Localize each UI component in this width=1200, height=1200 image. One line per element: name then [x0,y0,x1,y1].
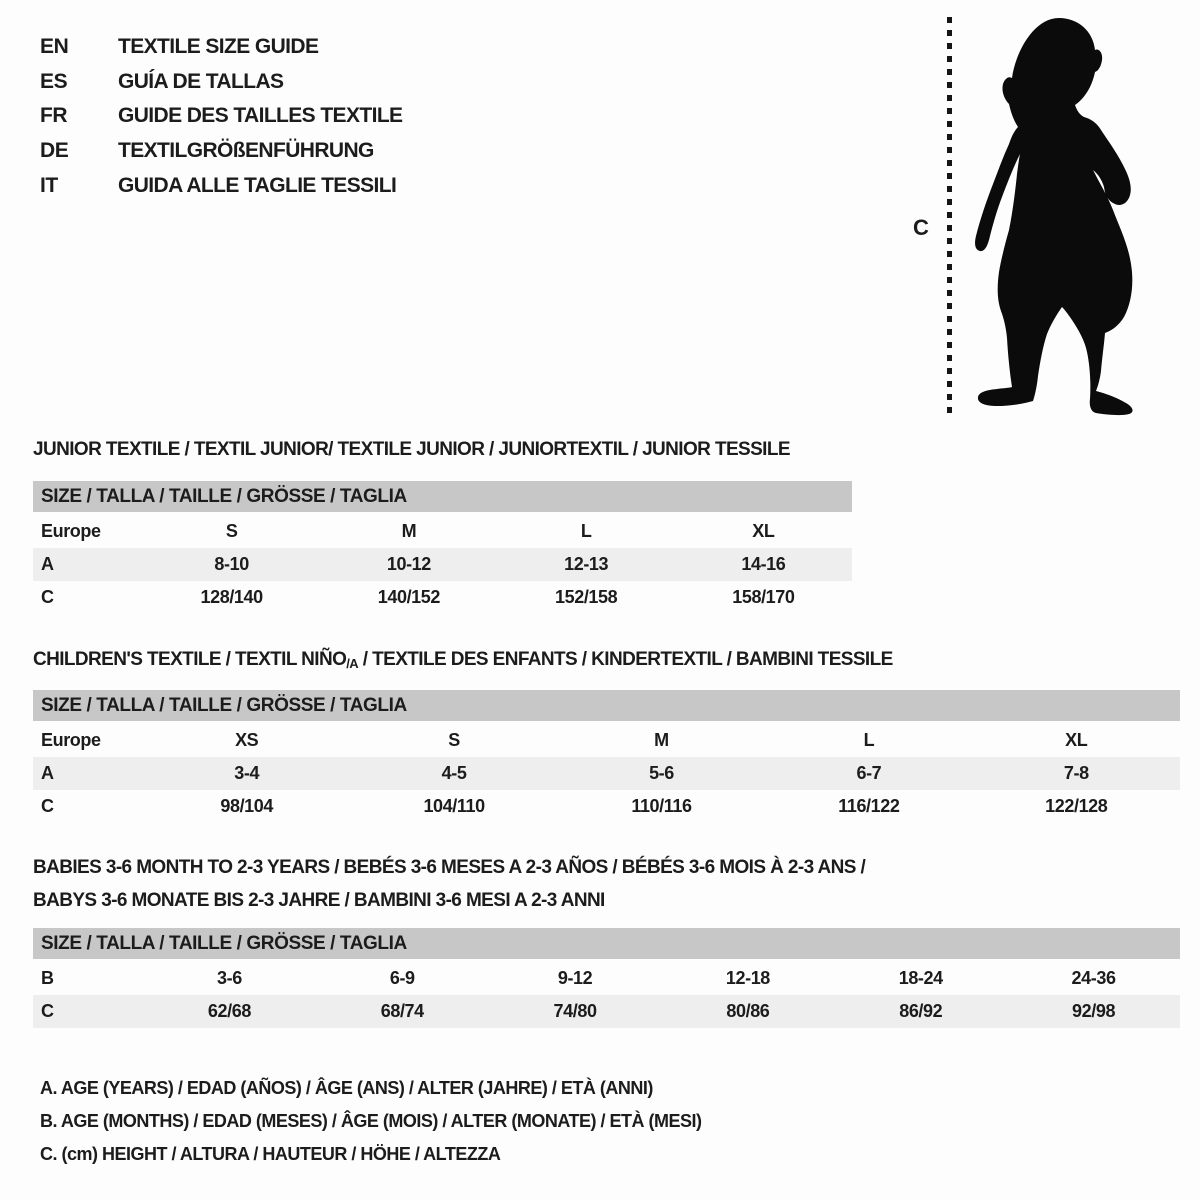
language-code: DE [40,139,69,163]
height-cell: 140/152 [377,587,440,607]
legend-line-c: C. (cm) HEIGHT / ALTURA / HAUTEUR / HÖHE / ALTEZZA [40,1144,501,1164]
table-row-height [33,790,1180,823]
language-title-list [40,30,402,203]
size-cell: S [448,730,460,750]
language-row [40,168,402,203]
children-title-suffix: / TEXTILE DES ENFANTS / KINDERTEXTIL / BAMBINI TESSILE [358,649,893,670]
measure-legend [40,1072,701,1171]
measure-label-c: C [913,215,929,240]
height-cell: 128/140 [200,587,263,607]
row-label-cell: A [33,757,143,790]
row-label-cell: Europe [41,730,101,750]
size-cell: M [654,730,669,750]
table-row-europe [33,723,1180,758]
legend-line-a: A. AGE (YEARS) / EDAD (AÑOS) / ÂGE (ANS) / ALTER (JAHRE) / ETÀ (ANNI) [40,1078,653,1098]
height-cell: 152/158 [554,587,618,607]
height-cell: 122/128 [1045,796,1108,816]
size-cell: L [580,521,592,541]
babies-section-title [33,851,865,917]
size-cell: M [401,521,417,541]
row-label-cell: Europe [41,521,101,541]
size-cell: XL [1065,730,1088,750]
age-cell: 4-5 [350,757,557,790]
guide-title: GUIDE DES TAILLES TEXTILE [118,104,403,128]
language-code: ES [40,69,68,93]
size-cell: L [863,730,875,750]
months-cell: 24-36 [1071,968,1116,988]
row-label-cell: A [33,548,143,581]
language-row [40,65,402,100]
size-header-bar [33,481,852,514]
language-code: IT [40,173,58,197]
size-header-bar [33,690,1180,723]
height-cell: 80/86 [661,995,834,1028]
height-cell: 74/80 [489,995,662,1028]
age-cell: 14-16 [675,548,852,581]
babies-size-table [33,928,1180,1028]
children-title-sub: /A [346,656,359,671]
guide-title: TEXTILGRÖßENFÜHRUNG [118,139,374,163]
language-code: FR [40,104,68,128]
height-cell: 86/92 [834,995,1007,1028]
language-code: EN [40,35,69,59]
months-cell: 6-9 [389,968,415,988]
age-cell: 12-13 [498,548,675,581]
guide-title: GUIDA ALLE TAGLIE TESSILI [118,173,397,197]
height-cell: 158/170 [732,587,795,607]
size-cell: S [225,521,238,541]
junior-section-title: JUNIOR TEXTILE / TEXTIL JUNIOR/ TEXTILE JUNIOR / JUNIORTEXTIL / JUNIOR TESSILE [33,439,790,460]
months-cell: 3-6 [217,968,242,988]
months-cell: 18-24 [898,968,943,988]
height-cell: 98/104 [220,796,274,816]
age-cell: 3-4 [143,757,350,790]
children-section-title [33,643,893,680]
guide-title: GUÍA DE TALLAS [118,69,284,93]
children-size-table [33,690,1180,823]
legend-line-b: B. AGE (MONTHS) / EDAD (MESES) / ÂGE (MOIS) / ALTER (MONATE) / ETÀ (MESI) [40,1111,702,1131]
height-cell: 68/74 [316,995,489,1028]
language-row [40,134,402,169]
height-cell: 116/122 [838,796,900,816]
babies-title-line1: BABIES 3-6 MONTH TO 2-3 YEARS / BEBÉS 3-6 MESES A 2-3 AÑOS / BÉBÉS 3-6 MOIS À 2-3 ANS / [33,857,866,878]
babies-title-line2: BABYS 3-6 MONATE BIS 2-3 JAHRE / BAMBINI 3-6 MESI A 2-3 ANNI [33,890,605,911]
table-row-europe [33,514,852,549]
size-header-label: SIZE / TALLA / TAILLE / GRÖSSE / TAGLIA [33,690,1180,723]
row-label-cell: C [41,796,54,816]
age-cell: 10-12 [320,548,497,581]
size-header-bar [33,928,1180,961]
height-cell: 104/110 [423,796,485,816]
table-row-months [33,961,1180,996]
table-row-age [33,757,1180,790]
table-row-height [33,995,1180,1028]
size-header-label: SIZE / TALLA / TAILLE / GRÖSSE / TAGLIA [33,481,852,514]
height-cell: 92/98 [1007,995,1180,1028]
height-cell: 110/116 [631,796,692,816]
age-cell: 5-6 [558,757,765,790]
table-row-age [33,548,852,581]
age-cell: 6-7 [765,757,972,790]
row-label-cell: C [33,995,143,1028]
row-label-cell: B [41,968,54,988]
age-cell: 7-8 [973,757,1180,790]
size-cell: XL [752,521,775,541]
table-row-height [33,581,852,614]
months-cell: 12-18 [725,968,770,988]
language-row [40,99,402,134]
toddler-silhouette-icon [972,14,1137,419]
size-header-label: SIZE / TALLA / TAILLE / GRÖSSE / TAGLIA [33,928,1180,961]
row-label-cell: C [41,587,54,607]
language-row [40,30,402,65]
height-measure-line [947,17,952,417]
children-title-prefix: CHILDREN'S TEXTILE / TEXTIL NIÑO [33,649,347,670]
age-cell: 8-10 [143,548,320,581]
size-cell: XS [235,730,259,750]
junior-size-table [33,481,852,614]
height-cell: 62/68 [143,995,316,1028]
guide-title: TEXTILE SIZE GUIDE [118,35,319,59]
months-cell: 9-12 [557,968,593,988]
